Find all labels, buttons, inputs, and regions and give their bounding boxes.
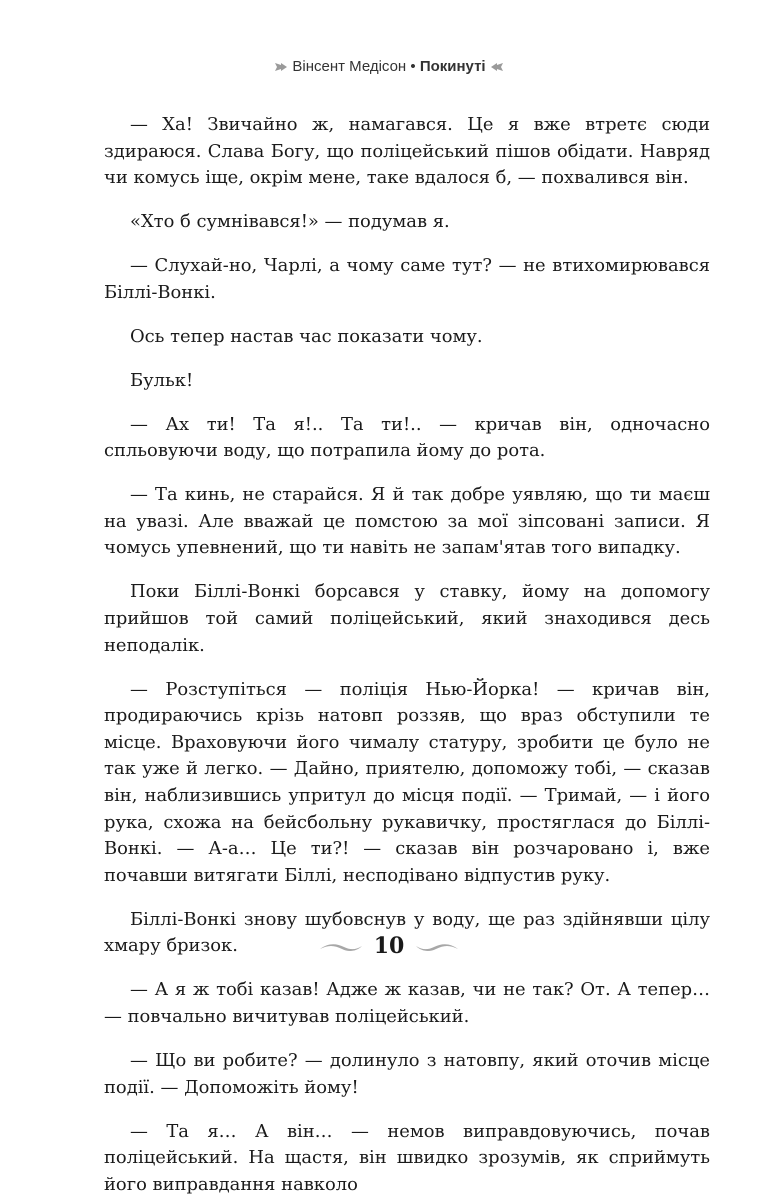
running-header bbox=[0, 58, 778, 75]
paragraph: — Ах ти! Та я!.. Та ти!.. — кричав він, одночасно спльовуючи воду, що потрапила йому до рота. bbox=[104, 412, 710, 465]
header-author: Вінсент Медісон bbox=[292, 58, 406, 75]
paragraph: Бульк! bbox=[104, 368, 710, 395]
paragraph: — Що ви робите? — долинуло з натовпу, який оточив місце події. — Допоможіть йому! bbox=[104, 1048, 710, 1101]
page-ornament-right-icon bbox=[414, 941, 460, 953]
paragraph: Біллі-Вонкі знову шубовснув у воду, ще раз здійнявши цілу хмару бризок. bbox=[104, 907, 710, 960]
page-body bbox=[104, 112, 710, 1198]
paragraph: «Хто б сумнівався!» — подумав я. bbox=[104, 209, 710, 236]
header-ornament-left-icon bbox=[272, 62, 288, 72]
page-number: 10 bbox=[374, 933, 405, 959]
paragraph: — Розступіться — поліція Нью-Йорка! — кричав він, продираючись крізь натовп роззяв, що враз обступили те місце. Враховуючи його чималу статуру, зробити це було не так уже й легко. — Дайно, приятелю, допоможу тобі, — сказав він, наблизившись упритул до місця події. — Тримай, — і його рука, схожа на бейсбольну рукавичку, простяглася до Біллі-Вонкі. — А-а… Це ти?! — сказав він розчаровано і, вже почавши витягати Біллі, несподівано відпустив руку. bbox=[104, 677, 710, 890]
paragraph: — А я ж тобі казав! Адже ж казав, чи не так? От. А тепер… — повчально вичитував поліцейський. bbox=[104, 977, 710, 1030]
paragraph: — Слухай-но, Чарлі, а чому саме тут? — не втихомирювався Біллі-Вонкі. bbox=[104, 253, 710, 306]
header-ornament-right-icon bbox=[490, 62, 506, 72]
header-separator: • bbox=[410, 58, 415, 75]
page-number-footer bbox=[0, 933, 778, 959]
paragraph: — Та кинь, не старайся. Я й так добре уявляю, що ти маєш на увазі. Але вважай це помстою за мої зіпсовані записи. Я чомусь упевнений, що ти навіть не запам'ятав того випадку. bbox=[104, 482, 710, 562]
paragraph: — Та я… А він… — немов виправдовуючись, почав поліцейський. На щастя, він швидко зрозумів, як сприймуть його виправдання навколо bbox=[104, 1119, 710, 1198]
page-ornament-left-icon bbox=[318, 941, 364, 953]
paragraph: — Ха! Звичайно ж, намагався. Це я вже втретє сюди здираюся. Слава Богу, що поліцейський пішов обідати. Навряд чи комусь іще, окрім мене, таке вдалося б, — похвалився він. bbox=[104, 112, 710, 192]
paragraph: Поки Біллі-Вонкі борсався у ставку, йому на допомогу прийшов той самий поліцейський, який знаходився десь неподалік. bbox=[104, 579, 710, 659]
paragraph: Ось тепер настав час показати чому. bbox=[104, 324, 710, 351]
header-book-title: Покинуті bbox=[420, 58, 486, 75]
